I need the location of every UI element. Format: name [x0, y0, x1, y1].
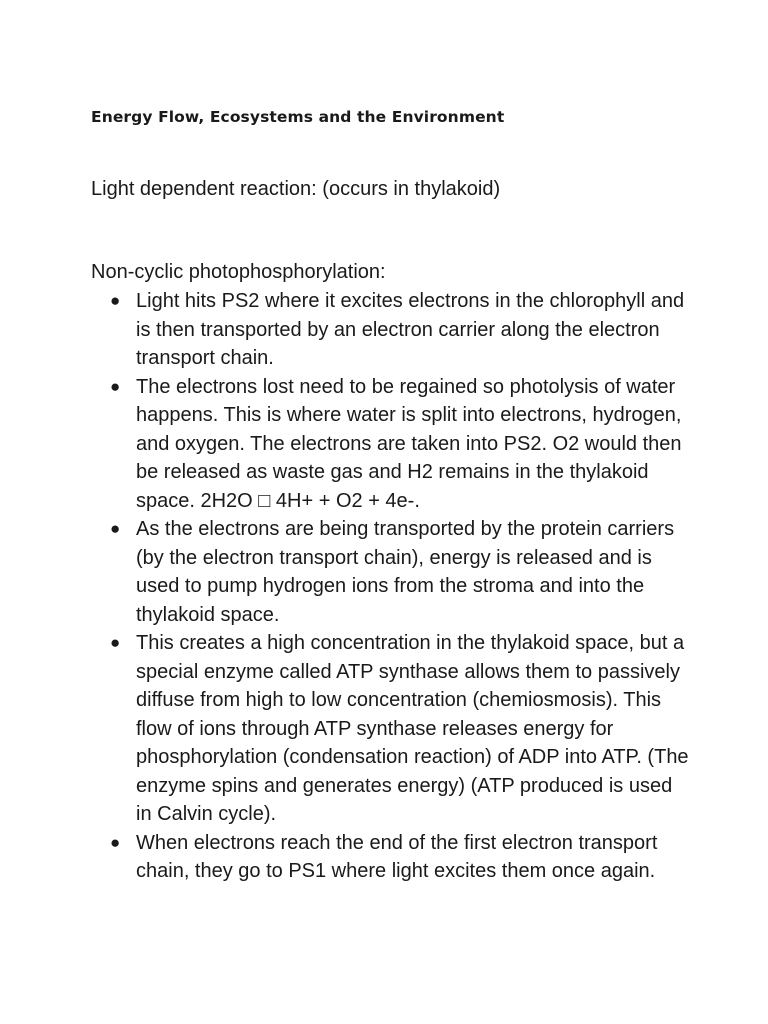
bullet-icon: ● [110, 291, 121, 310]
bullet-icon: ● [110, 376, 121, 396]
section-heading: Non-cyclic photophosphorylation: [91, 261, 386, 283]
list-item-text: The electrons lost need to be regained so photolysis of water happens. This is where water is split into electrons, hydrogen, and oxygen. The electrons are taken into PS2. O2 would then be released as waste gas and H2 remains in the thylakoid space. 2H2O □ 4H+ + O2 + 4e-. [136, 375, 682, 512]
bullet-list [91, 287, 691, 886]
list-item [91, 515, 691, 629]
list-item [91, 829, 691, 886]
bullet-icon: ● [110, 832, 121, 852]
list-item [91, 629, 691, 829]
list-item [91, 287, 691, 373]
document-title: Energy Flow, Ecosystems and the Environment [91, 108, 505, 126]
list-item-text: Light hits PS2 where it excites electrons in the chlorophyll and is then transported by an electron carrier along the electron transport chain. [136, 290, 685, 369]
bullet-icon: ● [110, 519, 121, 538]
list-item-text: This creates a high concentration in the thylakoid space, but a special enzyme called ATP synthase allows them to passively diffuse from high to low concentration (chemiosmosis). This flow of ions through ATP synthase releases energy for phosphorylation (condensation reaction) of ADP into ATP. (The enzyme spins and generates energy) (ATP produced is used in Calvin cycle). [136, 632, 689, 825]
list-item-text: When electrons reach the end of the first electron transport chain, they go to PS1 where light excites them once again. [136, 831, 658, 882]
list-item [91, 373, 691, 516]
bullet-icon: ● [110, 633, 121, 652]
subheading: Light dependent reaction: (occurs in thylakoid) [91, 178, 501, 200]
list-item-text: As the electrons are being transported by the protein carriers (by the electron transport chain), energy is released and is used to pump hydrogen ions from the stroma and into the thylakoid space. [136, 518, 675, 626]
